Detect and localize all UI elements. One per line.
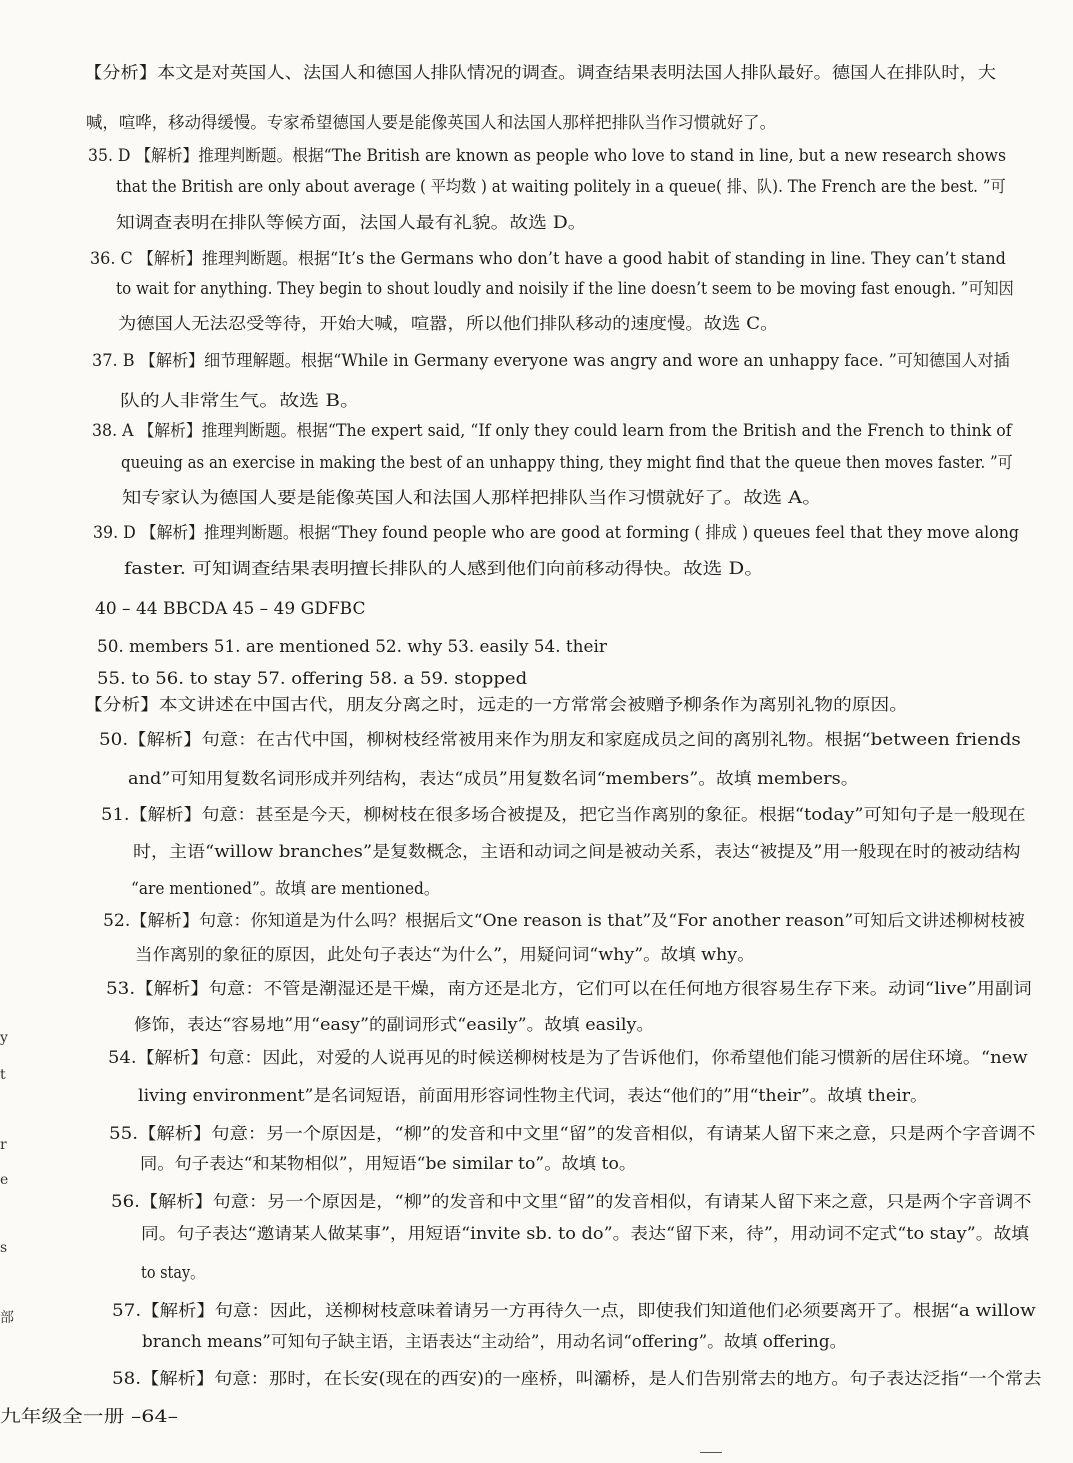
text-line: 同。句子表达“和某物相似”，用短语“be similar to”。故填 to。 xyxy=(140,1154,637,1173)
margin-char: r xyxy=(0,1137,7,1153)
text-line: 36. C 【解析】推理判断题。根据“It’s the Germans who don’t have a good habit of standing in line. They can’t stand xyxy=(90,249,1006,268)
text-line: 52.【解析】句意：你知道是为什么吗？根据后文“One reason is that”及“For another reason”可知后文讲述柳树枝被 xyxy=(103,911,1025,930)
text-line: living environment”是名词短语，前面用形容词性物主代词，表达“他们的”用“their”。故填 their。 xyxy=(138,1086,928,1105)
margin-char: e xyxy=(0,1172,9,1188)
text-line: 时，主语“willow branches”是复数概念，主语和动词之间是被动关系，表达“被提及”用一般现在时的被动结构 xyxy=(133,842,1021,861)
text-line: 50. members 51. are mentioned 52. why 53. easily 54. their xyxy=(97,637,607,656)
text-line: that the British are only about average ( 平均数 ) at waiting politely in a queue( 排、队). The French are the best. ”可 xyxy=(116,177,1006,196)
text-line: and”可知用复数名词形成并列结构，表达“成员”用复数名词“members”。故填 members。 xyxy=(128,769,859,788)
bottom-mark xyxy=(700,1452,722,1453)
margin-char: s xyxy=(0,1240,8,1256)
text-line: 55.【解析】句意：另一个原因是，“柳”的发音和中文里“留”的发音相似，有请某人留下来之意，只是两个字音调不 xyxy=(109,1124,1036,1143)
text-line: 51.【解析】句意：甚至是今天，柳树枝在很多场合被提及，把它当作离别的象征。根据“today”可知句子是一般现在 xyxy=(101,805,1026,824)
text-line: 为德国人无法忍受等待，开始大喊，喧嚣，所以他们排队移动的速度慢。故选 C。 xyxy=(118,314,779,333)
text-line: 队的人非常生气。故选 B。 xyxy=(120,391,360,410)
text-line: 58.【解析】句意：那时，在长安(现在的西安)的一座桥，叫灞桥，是人们告别常去的地方。句子表达泛指“一个常去 xyxy=(112,1369,1042,1388)
margin-char: t xyxy=(0,1067,6,1083)
text-line: to wait for anything. They begin to shout loudly and noisily if the line doesn’t seem to be moving fast enough. ”可知因 xyxy=(116,279,1014,298)
text-line: queuing as an exercise in making the best of an unhappy thing, they might find that the queue then moves faster. ”可 xyxy=(121,453,1013,472)
text-line: 知调查表明在排队等候方面，法国人最有礼貌。故选 D。 xyxy=(116,213,587,232)
text-line: to stay。 xyxy=(141,1263,205,1282)
text-line: 35. D 【解析】推理判断题。根据“The British are known as people who love to stand in line, but a new research shows xyxy=(88,146,1006,165)
page-footer: 九年级全一册 –64– xyxy=(0,1407,179,1427)
text-line: 50.【解析】句意：在古代中国，柳树枝经常被用来作为朋友和家庭成员之间的离别礼物。根据“between friends xyxy=(99,730,1021,749)
text-line: 【分析】本文讲述在中国古代，朋友分离之时，远走的一方常常会被赠予柳条作为离别礼物的原因。 xyxy=(84,695,909,714)
text-line: 当作离别的象征的原因，此处句子表达“为什么”，用疑问词“why”。故填 why。 xyxy=(135,945,755,964)
text-line: 同。句子表达“邀请某人做某事”，用短语“invite sb. to do”。表达“留下来，待”，用动词不定式“to stay”。故填 xyxy=(141,1224,1030,1243)
text-line: 38. A 【解析】推理判断题。根据“The expert said, “If only they could learn from the British and the French to think of xyxy=(92,421,1012,440)
text-line: 39. D 【解析】推理判断题。根据“They found people who are good at forming ( 排成 ) queues feel that they move along xyxy=(93,523,1019,542)
text-line: 喊，喧哗，移动得缓慢。专家希望德国人要是能像英国人和法国人那样把排队当作习惯就好了。 xyxy=(86,113,776,132)
margin-char: 部 xyxy=(0,1310,14,1326)
text-line: 57.【解析】句意：因此，送柳树枝意味着请另一方再待久一点，即使我们知道他们必须要离开了。根据“a willow xyxy=(112,1301,1036,1320)
text-line: 修饰，表达“容易地”用“easy”的副词形式“easily”。故填 easily。 xyxy=(134,1015,655,1034)
text-line: 55. to 56. to stay 57. offering 58. a 59. stopped xyxy=(97,669,528,688)
text-line: branch means”可知句子缺主语，主语表达“主动给”，用动名词“offering”。故填 offering。 xyxy=(142,1332,847,1351)
text-line: 37. B 【解析】细节理解题。根据“While in Germany everyone was angry and wore an unhappy face. ”可知德国人对插 xyxy=(92,351,1010,370)
text-line: 53.【解析】句意：不管是潮湿还是干燥，南方还是北方，它们可以在任何地方很容易生存下来。动词“live”用副词 xyxy=(106,979,1032,998)
text-line: 56.【解析】句意：另一个原因是，“柳”的发音和中文里“留”的发音相似，有请某人留下来之意，只是两个字音调不 xyxy=(111,1192,1032,1211)
text-line: “are mentioned”。故填 are mentioned。 xyxy=(131,879,440,898)
margin-char: y xyxy=(0,1030,8,1046)
text-line: 【分析】本文是对英国人、法国人和德国人排队情况的调查。调查结果表明法国人排队最好。德国人在排队时，大 xyxy=(84,63,996,82)
text-line: faster. 可知调查结果表明擅长排队的人感到他们向前移动得快。故选 D。 xyxy=(124,559,764,578)
text-line: 54.【解析】句意：因此，对爱的人说再见的时候送柳树枝是为了告诉他们，你希望他们能习惯新的居住环境。“new xyxy=(108,1048,1028,1067)
text-line: 40 – 44 BBCDA 45 – 49 GDFBC xyxy=(95,599,366,618)
text-line: 知专家认为德国人要是能像英国人和法国人那样把排队当作习惯就好了。故选 A。 xyxy=(122,488,822,507)
